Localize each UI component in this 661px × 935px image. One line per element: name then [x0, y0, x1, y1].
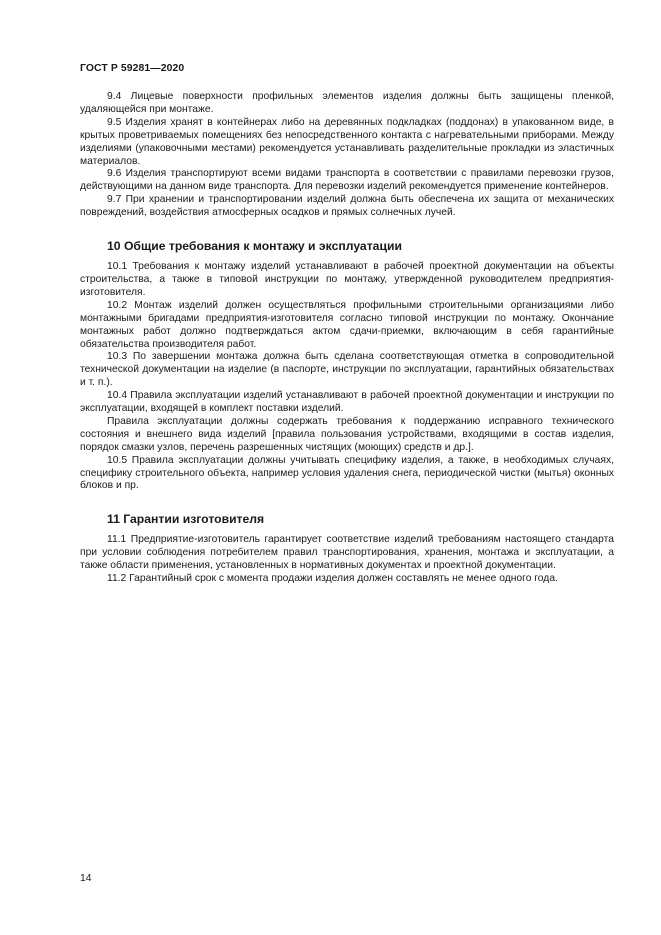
- document-body: [80, 91, 614, 586]
- paragraph-10-3: 10.3 По завершении монтажа должна быть сделана соответствующая отметка в сопроводительной технической документации на изделие (в паспорте, инструкции по эксплуатации, гарантийных обязательствах и т. п.).: [80, 351, 614, 389]
- paragraph-11-2: 11.2 Гарантийный срок с момента продажи изделия должен составлять не менее одного года.: [107, 573, 558, 585]
- paragraph-10-5: 10.5 Правила эксплуатации должны учитывать специфику изделия, а также, в необходимых случаях, специфику строительного объекта, например условия удаления снега, периодической чистки (мытья) оконных блоков и пр.: [80, 454, 614, 492]
- paragraph-9-5: 9.5 Изделия хранят в контейнерах либо на деревянных подкладках (поддонах) в упакованном виде, в крытых проветриваемых помещениях без непосредственного контакта с нагревательными приборами. Между изделиями (упаковочными местами) рекомендуется устанавливать разделительные прокладки из эластичных материалов.: [80, 116, 614, 167]
- paragraph-10-2: 10.2 Монтаж изделий должен осуществляться профильными строительными организациями либо монтажными бригадами предприятия-изготовителя согласно типовой инструкции по монтажу. Окончание монтажных работ должно подтверждаться актом сдачи-приемки, включающим в себя гарантийные обязательства производителя работ.: [80, 299, 614, 350]
- paragraph-10-4-rules: Правила эксплуатации должны содержать требования к поддержанию исправного технического состояния и внешнего вида изделий [правила пользования устройствами, входящими в состав изделия, порядок смазки узлов, перечень разрешенных чистящих (моющих) средств и др.].: [80, 415, 614, 453]
- paragraph-10-1: 10.1 Требования к монтажу изделий устанавливают в рабочей проектной документации на объекты строительства, а также в типовой инструкции по монтажу, утвержденной руководителем предприятия-изготовителя.: [80, 261, 614, 298]
- standard-designation: ГОСТ Р 59281—2020: [80, 63, 185, 74]
- page-number: 14: [80, 873, 92, 884]
- paragraph-11-1: 11.1 Предприятие-изготовитель гарантирует соответствие изделий требованиям настоящего стандарта при условии соблюдения потребителем правил транспортирования, хранения, монтажа и эксплуатации, а также области применения, установленных в нормативных документах и проектной документации.: [80, 534, 614, 572]
- section-11-heading: 11 Гарантии изготовителя: [107, 512, 265, 527]
- paragraph-9-6: 9.6 Изделия транспортируют всеми видами транспорта в соответствии с правилами перевозки грузов, действующими на данном виде транспорта. Для перевозки изделий рекомендуется применение контейнеров.: [80, 168, 614, 193]
- paragraph-9-7: 9.7 При хранении и транспортировании изделий должна быть обеспечена их защита от механических повреждений, воздействия атмосферных осадков и прямых солнечных лучей.: [80, 194, 614, 219]
- paragraph-10-4: 10.4 Правила эксплуатации изделий устанавливают в рабочей проектной документации и инструкции по эксплуатации, входящей в комплект поставки изделий.: [80, 390, 614, 415]
- paragraph-9-4: 9.4 Лицевые поверхности профильных элементов изделия должны быть защищены пленкой, удаляющейся при монтаже.: [80, 91, 614, 115]
- section-10-heading: 10 Общие требования к монтажу и эксплуатации: [107, 239, 402, 254]
